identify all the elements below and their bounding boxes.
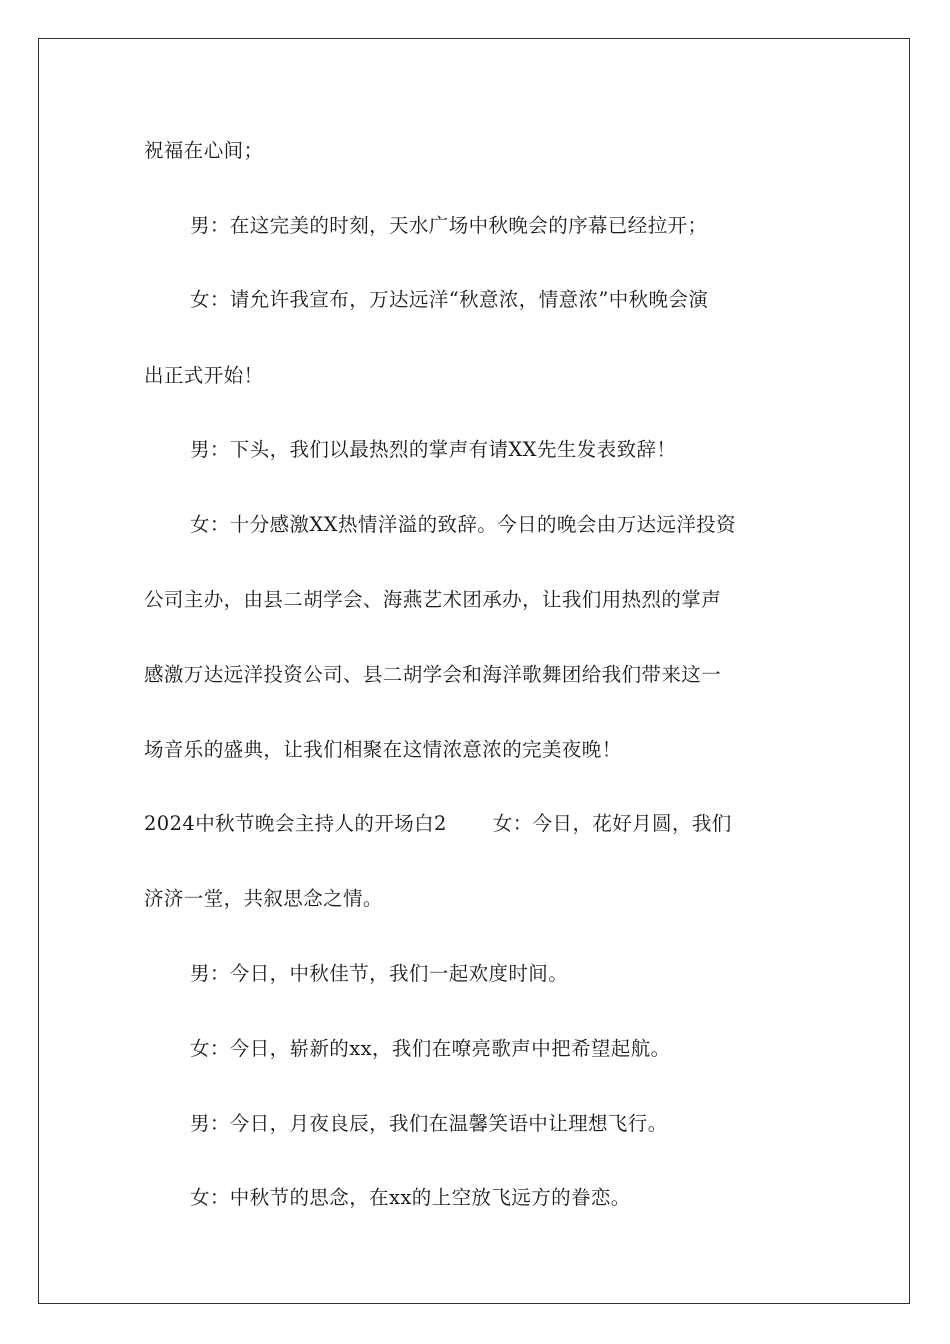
- section-title: 2024中秋节晚会主持人的开场白2: [144, 812, 447, 835]
- text-line: 公司主办，由县二胡学会、海燕艺术团承办，让我们用热烈的掌声: [144, 588, 722, 611]
- section-heading-line: [144, 812, 732, 836]
- text-line: 男：今日，中秋佳节，我们一起欢度时间。: [190, 962, 569, 985]
- text-line: 男：今日，月夜良辰，我们在温馨笑语中让理想飞行。: [190, 1112, 668, 1135]
- text-line: 感激万达远洋投资公司、县二胡学会和海洋歌舞团给我们带来这一: [144, 663, 722, 686]
- text-line: 男：下头，我们以最热烈的掌声有请XX先生发表致辞！: [190, 438, 677, 461]
- text-line: 女：请允许我宣布，万达远洋“秋意浓，情意浓”中秋晚会演: [190, 288, 709, 311]
- text-line: 女：十分感激XX热情洋溢的致辞。今日的晚会由万达远洋投资: [190, 513, 736, 536]
- text-line: 男：在这完美的时刻，天水广场中秋晚会的序幕已经拉开；: [190, 214, 708, 237]
- text-line: 场音乐的盛典，让我们相聚在这情浓意浓的完美夜晚！: [144, 738, 622, 761]
- text-line: 女：中秋节的思念，在xx的上空放飞远方的眷恋。: [190, 1186, 631, 1209]
- section-first-line: 女：今日，花好月圆，我们: [492, 812, 732, 835]
- text-line: 出正式开始！: [144, 364, 264, 387]
- text-line: 济济一堂，共叙思念之情。: [144, 887, 383, 910]
- text-line: 祝福在心间；: [144, 139, 264, 162]
- text-line: 女：今日，崭新的xx，我们在嘹亮歌声中把希望起航。: [190, 1037, 671, 1060]
